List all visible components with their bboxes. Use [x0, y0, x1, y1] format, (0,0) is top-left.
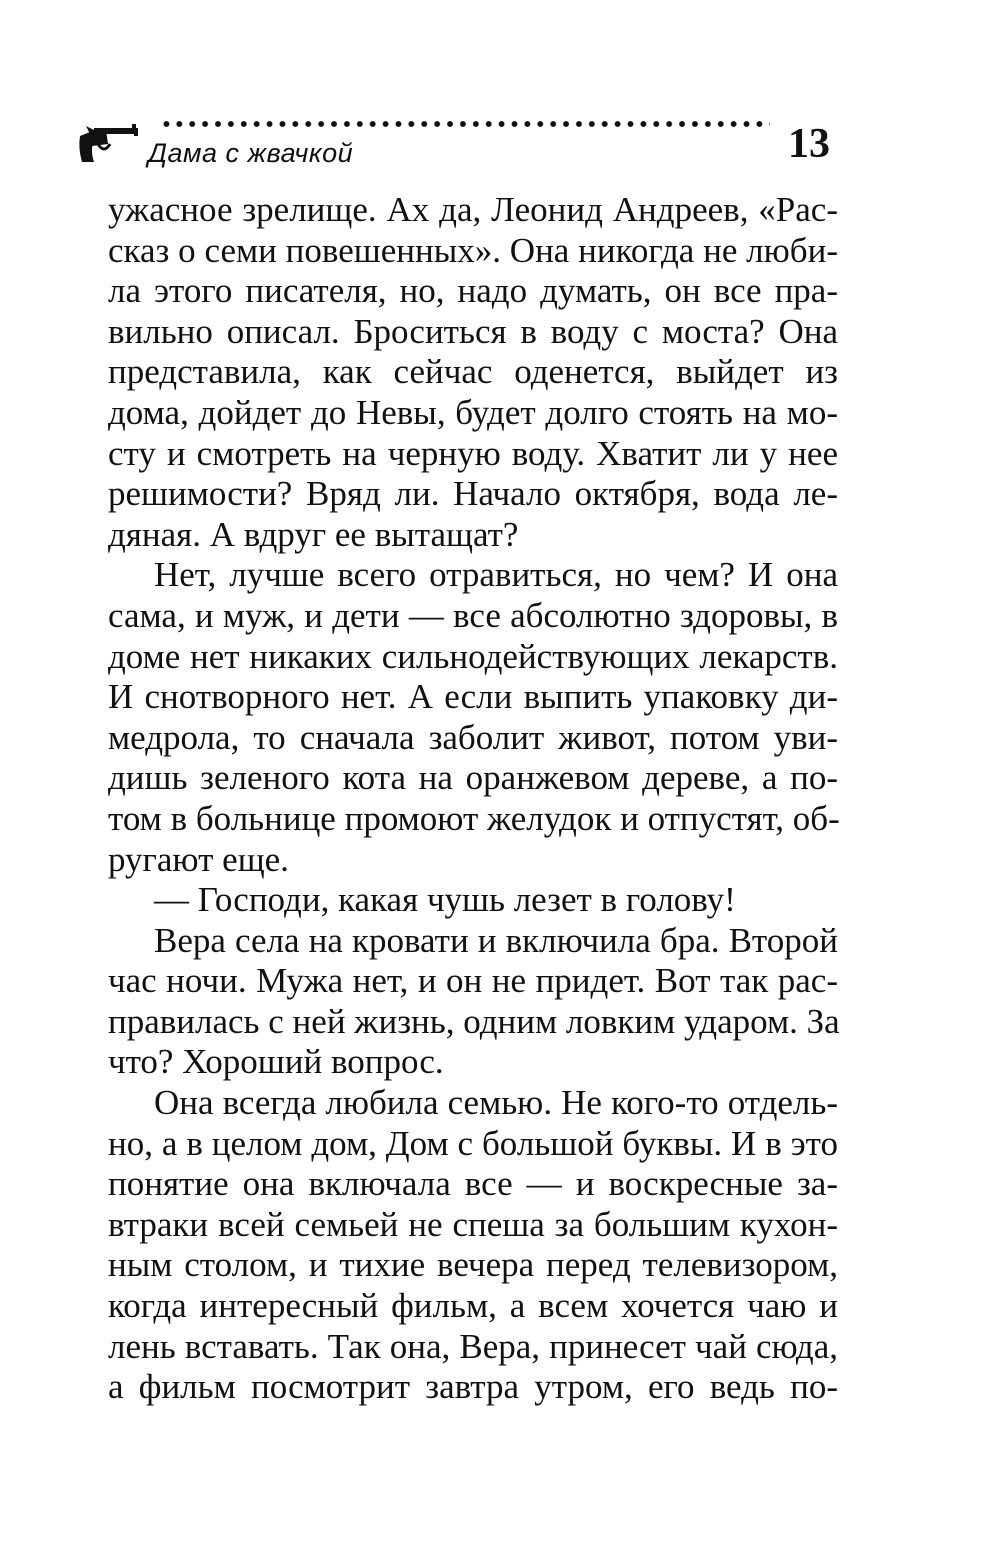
gun-icon: [76, 122, 140, 166]
text-line: сказ о семи повешенных». Она никогда не люби-: [108, 230, 838, 270]
text-line: ным столом, и тихие вечера перед телевизором,: [108, 1245, 838, 1285]
text-line: сту и смотреть на черную воду. Хватит ли у нее: [108, 433, 838, 473]
text-line: ругают еще.: [108, 839, 289, 879]
running-title: Дама с жвачкой: [148, 138, 354, 168]
text-line: дишь зеленого кота на оранжевом дереве, а по-: [108, 758, 838, 798]
text-line: Она всегда любила семью. Не кого-то отдель-: [154, 1083, 838, 1123]
text-body: [108, 190, 838, 1408]
text-line: И снотворного нет. А если выпить упаковку ди-: [108, 677, 838, 717]
text-line: дяная. А вдруг ее вытащат?: [108, 514, 519, 554]
text-line: что? Хороший вопрос.: [108, 1042, 444, 1082]
text-line: медрола, то сначала заболит живот, потом уви-: [108, 717, 838, 757]
text-line: решимости? Вряд ли. Начало октября, вода ле-: [108, 474, 838, 514]
text-line: ла этого писателя, но, надо думать, он все пра-: [108, 271, 838, 311]
paragraph: [108, 1083, 838, 1408]
text-line: понятие она включала все — и воскресные за-: [108, 1164, 838, 1204]
text-line: ужасное зрелище. Ах да, Леонид Андреев, «Рас-: [108, 190, 838, 229]
text-line: Нет, лучше всего отравиться, но чем? И она: [154, 555, 838, 595]
text-line: сама, и муж, и дети — все абсолютно здоровы, в: [108, 595, 838, 635]
text-line: а фильм посмотрит завтра утром, его ведь по-: [108, 1367, 838, 1407]
text-line: Вера села на кровати и включила бра. Второй: [154, 920, 838, 960]
page-number: 13: [788, 121, 830, 167]
text-line: представила, как сейчас оденется, выйдет из: [108, 352, 838, 392]
text-line: вильно описал. Броситься в воду с моста? Она: [108, 311, 838, 351]
text-line: — Господи, какая чушь лезет в голову!: [154, 880, 736, 920]
paragraph: [108, 555, 838, 880]
text-line: дома, дойдет до Невы, будет долго стоять на мо-: [108, 392, 838, 432]
text-line: втраки всей семьей не спеша за большим кухон-: [108, 1204, 838, 1244]
text-line: том в больнице промоют желудок и отпустят, об-: [108, 798, 840, 838]
paragraph: [108, 921, 838, 1083]
text-line: час ночи. Мужа нет, и он не придет. Вот так рас-: [108, 961, 838, 1001]
page-header: [76, 118, 838, 180]
paragraph: [108, 190, 838, 555]
text-line: правилась с ней жизнь, одним ловким ударом. За: [108, 1001, 840, 1041]
text-line: лень вставать. Так она, Вера, принесет чай сюда,: [108, 1326, 838, 1366]
text-line: доме нет никаких сильнодействующих лекарств.: [108, 636, 838, 676]
paragraph: [108, 880, 838, 921]
header-dotted-rule: [160, 118, 770, 130]
text-line: но, а в целом дом, Дом с большой буквы. И в это: [108, 1123, 838, 1163]
text-line: когда интересный фильм, а всем хочется чаю и: [108, 1286, 838, 1326]
